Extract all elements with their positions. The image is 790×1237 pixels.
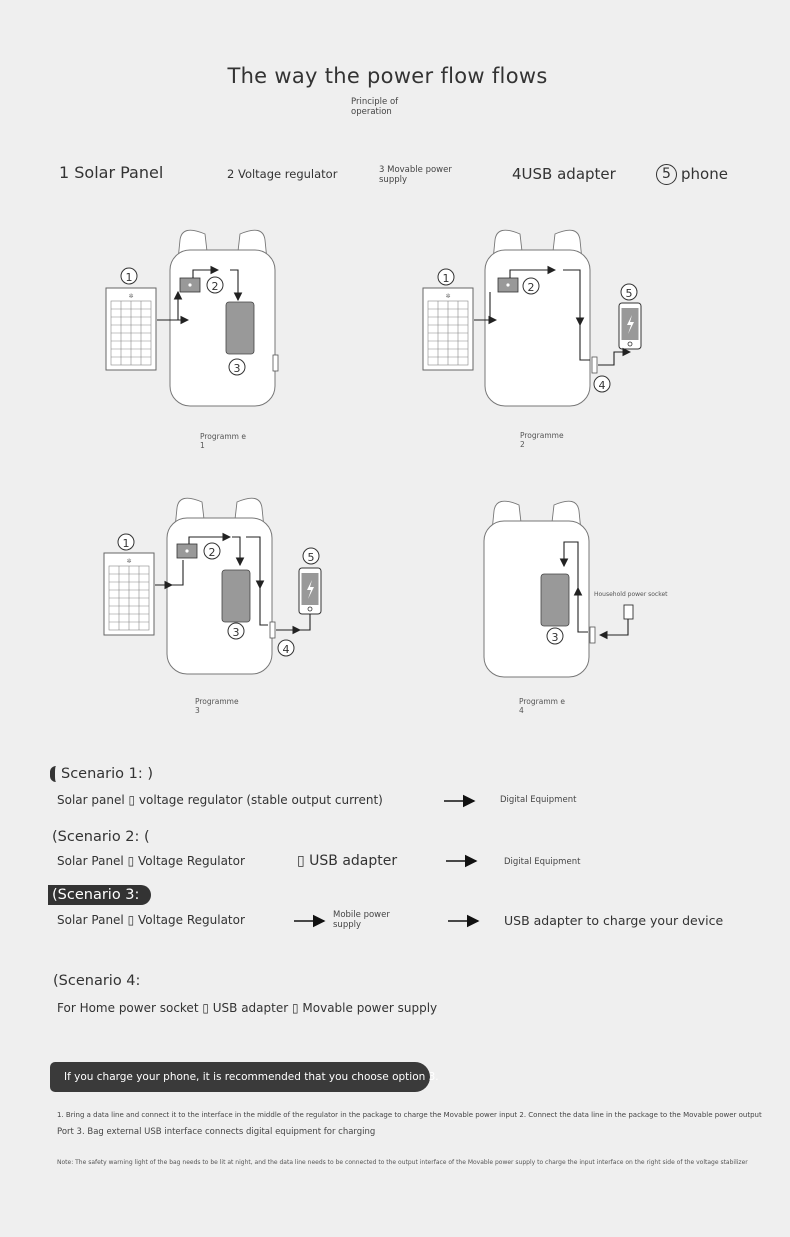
scenario-3-output: USB adapter to charge your device <box>504 913 724 928</box>
svg-text:5: 5 <box>625 287 633 300</box>
programme-2-label: Programme 2 <box>520 431 564 449</box>
scenario-4-title: (Scenario 4: <box>53 973 141 989</box>
svg-text:3: 3 <box>551 631 559 644</box>
svg-text:4: 4 <box>282 643 290 656</box>
scenario-3-flow: Solar Panel ▯ Voltage Regulator <box>57 913 245 927</box>
safety-note: Note: The safety warning light of the bag needs to be lit at night, and the data line needs to be connected to the output interface of the Movable power supply to charge the input interface on the right side of the voltage stabilizer <box>57 1159 748 1166</box>
svg-text:1: 1 <box>122 537 130 550</box>
legend-usb-adapter: 4USB adapter <box>512 165 616 183</box>
marker-1: 1 <box>125 271 133 284</box>
svg-text:3: 3 <box>232 626 240 639</box>
svg-text:1: 1 <box>442 272 450 285</box>
scenario-2-usb: ▯ USB adapter <box>297 853 398 869</box>
scenario-3-mid: Mobile power supply <box>333 910 390 930</box>
svg-text:5: 5 <box>307 551 315 564</box>
scenario-2-output: Digital Equipment <box>504 857 581 867</box>
diagram-programme-4 <box>484 501 633 677</box>
programme-1-label: Programm e 1 <box>200 432 246 450</box>
page-subtitle: Principle of operation <box>351 97 399 117</box>
marker-2: 2 <box>211 280 219 293</box>
scenario-1-title: Scenario 1: ) <box>50 766 153 782</box>
svg-text:2: 2 <box>527 281 535 294</box>
recommendation-banner: If you charge your phone, it is recommended that you choose option 3. <box>50 1062 430 1092</box>
scenario-1-flow: Solar panel ▯ voltage regulator (stable output current) <box>57 793 383 807</box>
power-flow-diagrams: ✲ 1 2 3 1 2 5 4 1 2 3 5 4 3 <box>0 0 790 760</box>
scenario-2-title: (Scenario 2: ( <box>52 829 150 845</box>
legend-phone-label: phone <box>681 165 728 183</box>
programme-4-label: Programm e 4 <box>519 697 565 715</box>
scenario-3-title: (Scenario 3: <box>48 885 151 905</box>
svg-text:4: 4 <box>598 379 606 392</box>
svg-text:2: 2 <box>208 546 216 559</box>
scenario-4-flow: For Home power socket ▯ USB adapter ▯ Movable power supply <box>57 1001 438 1015</box>
marker-3: 3 <box>233 362 241 375</box>
diagram-programme-2 <box>423 230 641 406</box>
instruction-line-2: Port 3. Bag external USB interface connects digital equipment for charging <box>57 1127 376 1137</box>
diagram-programme-3 <box>104 498 321 674</box>
legend-voltage-regulator: 2 Voltage regulator <box>227 167 338 181</box>
programme-3-label: Programme 3 <box>195 697 239 715</box>
phone-number-badge: 5 <box>656 164 677 185</box>
legend-power-supply: 3 Movable power supply <box>379 165 452 185</box>
instruction-line-1: 1. Bring a data line and connect it to the interface in the middle of the regulator in the package to charge the Movable power input 2. Connect the data line in the package to the Movable power output <box>57 1111 762 1119</box>
scenario-2-flow: Solar Panel ▯ Voltage Regulator <box>57 854 245 868</box>
household-socket-label: Household power socket <box>594 591 668 598</box>
diagram-programme-1 <box>106 230 278 406</box>
legend-solar-panel: 1 Solar Panel <box>59 163 164 182</box>
page-title: The way the power flow flows <box>227 64 548 88</box>
scenario-1-output: Digital Equipment <box>500 795 577 805</box>
